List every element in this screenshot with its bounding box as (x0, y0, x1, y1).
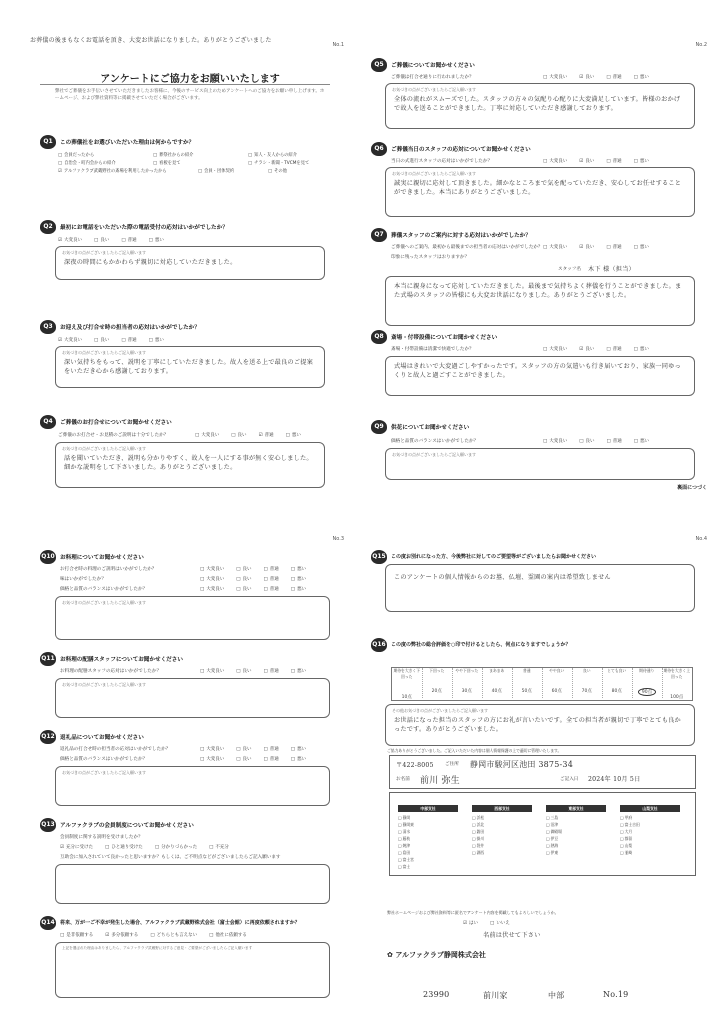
q4-comment: 話を聞いていただき、説明も分かりやすく、故人を一人にする事が無く安心しました。細かな説明をして下さいました。ありがとうございました。 (64, 455, 313, 471)
q9-option[interactable]: □ 大変良い (543, 439, 567, 444)
q13-option[interactable]: □ ひと通り受けた (105, 845, 143, 850)
q2-badge: Q2 (40, 220, 56, 234)
q14-options (60, 932, 259, 938)
q10-option[interactable]: □ 普通 (264, 567, 279, 572)
q12-row: 価格と品質のバランスはいかがでしたか？ (60, 757, 148, 762)
q2-options (58, 237, 176, 243)
q9-option[interactable]: □ 悪い (634, 439, 649, 444)
q9-text: 供花についてお聞かせください (391, 425, 470, 431)
q9-badge: Q9 (371, 420, 387, 434)
q9-comment-box[interactable] (385, 448, 695, 480)
q5-badge: Q5 (371, 58, 387, 72)
q7-sub2: 印象に残ったスタッフはおりますか？ (391, 255, 470, 260)
address-value: 静岡市駿河区池田 3875-34 (470, 760, 573, 769)
address-box (389, 755, 696, 789)
q8-option[interactable]: □ 大変良い (543, 347, 567, 352)
rating-cell[interactable]: 期待を大きく下回った 10点 (392, 668, 423, 698)
q1-option[interactable]: □ 知人・友人からの紹介 (248, 152, 343, 160)
q2-option[interactable]: □ 良い (94, 238, 109, 243)
q14-comment-box[interactable] (55, 942, 330, 998)
bottom-branch: 中部 (548, 991, 565, 1000)
q4-comment-box[interactable] (55, 442, 325, 488)
q12-options (200, 746, 318, 752)
q12-options (200, 756, 318, 762)
q6-sub: 当日の式進行スタッフの応対はいかがでしたか？ (391, 159, 493, 164)
q10-option[interactable]: □ 悪い (291, 567, 306, 572)
q12-text: 返礼品についてお聞かせください (60, 735, 144, 741)
q2-option[interactable]: □ 普通 (121, 238, 136, 243)
q4-text: ご葬儀のお打合せについてお聞かせください (60, 420, 172, 426)
q10-row: 価格と品質のバランスはいかがでしたか？ (60, 587, 148, 592)
q7-badge: Q7 (371, 228, 387, 242)
q3-option[interactable]: □ 良い (94, 338, 109, 343)
q9-sub: 価格と品質のバランスはいかがでしたか？ (391, 439, 479, 444)
q5-options (543, 74, 661, 80)
q11-comment-box[interactable] (55, 678, 330, 718)
publish-note: 名前は伏せて下さい (483, 932, 541, 939)
q14-badge: Q14 (40, 916, 56, 930)
date-label: ご記入日 (560, 777, 579, 782)
q6-comment-label: お気づきの点がございましたらご記入願います (392, 171, 476, 176)
q2-comment-label: お気づきの点がございましたらご記入願います (62, 250, 146, 255)
q10-badge: Q10 (40, 550, 56, 564)
name-label: お名前 (396, 777, 410, 782)
q13-sub2: 互助会に加入されていて良かったと思いますか？もしくは、ご不明点などがございましたらご記入願います (60, 855, 281, 860)
q12-option[interactable]: □ 大変良い (200, 747, 224, 752)
q4-option[interactable]: □ 大変良い (195, 433, 219, 438)
q10-options (200, 566, 318, 572)
publish-options (463, 920, 522, 926)
q6-option[interactable]: □ 普通 (606, 159, 621, 164)
q8-options (543, 346, 661, 352)
q7-option[interactable]: □ 悪い (634, 245, 649, 250)
q3-option[interactable]: □ 悪い (149, 338, 164, 343)
q11-text: お料理の配膳スタッフについてお聞かせください (60, 657, 183, 663)
q10-option[interactable]: □ 普通 (264, 587, 279, 592)
continue-note: 裏面につづく (677, 485, 707, 491)
logo-icon: ✿ (387, 951, 393, 959)
rating-cell-selected[interactable]: 期待通り 90点 (632, 668, 663, 698)
divider (40, 84, 330, 85)
q14-option[interactable]: □ どちらとも言えない (150, 933, 197, 938)
q3-comment-box[interactable] (55, 346, 325, 388)
rating-cell[interactable]: 下回った 20点 (422, 668, 453, 698)
page-number: No.2 (695, 42, 707, 48)
q6-options (543, 158, 661, 164)
q6-option[interactable]: □ 悪い (634, 159, 649, 164)
q1-option[interactable]: □ 看板を見て (153, 160, 248, 168)
q13-text: アルファクラブの会員制度についてお聞かせください (60, 823, 194, 829)
q8-comment-box[interactable] (385, 356, 695, 396)
q8-sub: 斎場・付帯設備は清潔で快適でしたか？ (391, 347, 474, 352)
survey-page-3 (0, 512, 362, 1024)
q14-option[interactable]: □ 是非依頼する (60, 933, 93, 938)
q5-text: ご葬儀についてお聞かせください (391, 63, 475, 69)
q3-option[interactable]: □ 普通 (121, 338, 136, 343)
q9-option[interactable]: □ 普通 (607, 439, 622, 444)
q11-option[interactable]: □ 悪い (291, 669, 306, 674)
q11-row: お料理の配膳スタッフの応対はいかがでしたか？ (60, 669, 162, 674)
q1-option[interactable]: □ その他 (268, 168, 328, 176)
q10-option[interactable]: □ 良い (236, 587, 251, 592)
page-number: No.3 (332, 536, 344, 542)
q8-badge: Q8 (371, 330, 387, 344)
q2-option[interactable]: □ 悪い (149, 238, 164, 243)
q13-option[interactable]: □ 不充分 (209, 845, 229, 850)
branch-column: 東部支社 □ 三島 □ 沼津 □ 御殿場 □ 伊豆 □ 熱海 □ 伊東 (546, 805, 606, 856)
q8-option[interactable]: □ 悪い (634, 347, 649, 352)
q7-options (543, 244, 661, 250)
q10-option[interactable]: □ 悪い (291, 577, 306, 582)
rating-cell[interactable]: まあまあ 40点 (482, 668, 513, 698)
q14-option-checked[interactable]: ☑ 多分依頼する (105, 933, 138, 938)
q4-option[interactable]: □ 良い (231, 433, 246, 438)
q12-option[interactable]: □ 大変良い (200, 757, 224, 762)
intro-text: 弊社でご葬儀をお手伝いさせていただきましたお客様に、今後のサービス向上のためアンケートへのご協力をお願い申し上げます。ホームページ、および弊社資料等に掲載させていただく場合がございます。 (55, 89, 325, 101)
q6-badge: Q6 (371, 142, 387, 156)
q12-option[interactable]: □ 良い (236, 747, 251, 752)
branch-column: 山梨支社 □ 甲府 □ 富士吉田 □ 大月 □ 都留 □ 山梨 □ 韮崎 (620, 805, 680, 856)
q15-text: この度お別れになった方、今後弊社に対してのご要望等がございましたらお聞かせください (391, 554, 597, 560)
q7-staff-name: 木下 様（担当） (588, 266, 635, 273)
q7-option[interactable]: □ 普通 (606, 245, 621, 250)
name-value: 前川 弥生 (420, 776, 460, 786)
q12-option[interactable]: □ 普通 (264, 757, 279, 762)
rating-cell[interactable]: 良い 70点 (572, 668, 603, 698)
address-note: ご協力ありがとうございました。ご記入いただいた内容は個人情報保護の上で適切に管理いたします。 (387, 748, 562, 753)
q10-comment-label: お気づきの点がございましたらご記入願います (62, 600, 146, 605)
q1-option-checked[interactable]: ☑ アルファクラブ武蔵野社の斎場を利用したかったから (58, 168, 198, 176)
q12-option[interactable]: □ 悪い (291, 747, 306, 752)
survey-page-2 (363, 0, 725, 512)
q16-comment-box[interactable] (385, 704, 695, 746)
q12-comment-label: お気づきの点がございましたらご記入願います (62, 770, 146, 775)
q12-badge: Q12 (40, 730, 56, 744)
q3-options (58, 337, 176, 343)
q5-option[interactable]: □ 悪い (634, 75, 649, 80)
q5-sub: ご葬儀は打合せ通りに行われましたか？ (391, 75, 474, 80)
q3-comment-label: お気づきの点がございましたらご記入願います (62, 350, 146, 355)
bottom-family: 前川家 (483, 991, 508, 1000)
q9-comment-label: お気づきの点がございましたらご記入願います (392, 452, 476, 457)
q11-badge: Q11 (40, 652, 56, 666)
q14-option[interactable]: □ 他社に依頼する (209, 933, 247, 938)
company-logo (387, 950, 486, 960)
q8-comment: 式場はきれいで大変過ごしやすかったです。スタッフの方の気遣いも行き届いており、家族一同ゆっくりと故人と過ごすことができました。 (394, 363, 681, 379)
q13-badge: Q13 (40, 818, 56, 832)
q1-badge: Q1 (40, 135, 56, 149)
q3-comment: 深い気持ちをもって、説明を丁寧にしていただきました。故人を送る上で最良のご提案をいただき心から感謝しております。 (64, 359, 313, 375)
q1-text: この葬儀社をお選びいただいた理由は何からですか？ (60, 140, 195, 146)
q5-option[interactable]: □ 普通 (606, 75, 621, 80)
q10-options (200, 586, 318, 592)
bottom-number: No.19 (603, 990, 629, 999)
q13-options (60, 844, 241, 850)
q10-option[interactable]: □ 悪い (291, 587, 306, 592)
q9-option[interactable]: □ 良い (579, 439, 594, 444)
q8-text: 斎場・付帯設備についてお聞かせください (391, 335, 498, 341)
q1-option[interactable]: □ 葬祭社からの紹介 (153, 152, 248, 160)
q10-option[interactable]: □ 大変良い (200, 577, 224, 582)
branch-column: 西部支社 □ 浜松 □ 浜北 □ 磐田 □ 掛川 □ 袋井 □ 湖西 (472, 805, 532, 856)
q6-comment: 誠実に親切に応対して頂きました。細かなところまで気を配っていただき、安心してお任せすることができました。本当にありがとうございました。 (394, 180, 682, 196)
page-number: No.1 (332, 42, 344, 48)
q7-option[interactable]: □ 大変良い (543, 245, 567, 250)
q11-option[interactable]: □ 普通 (264, 669, 279, 674)
address-label: ご住所 (445, 762, 459, 767)
q10-row: お打合せ時の料理のご説明はいかがでしたか？ (60, 567, 157, 572)
q15-comment: このアンケートの個人情報からのお墓、仏壇、霊園の案内は希望致しません (394, 574, 611, 581)
q3-badge: Q3 (40, 320, 56, 334)
q6-option-checked[interactable]: ☑ 良い (579, 159, 594, 164)
publish-yes[interactable]: ☑ はい (463, 921, 478, 926)
q7-option-checked[interactable]: ☑ 良い (579, 245, 594, 250)
rating-scale (391, 667, 693, 701)
q15-comment-box[interactable] (385, 564, 695, 612)
q14-comment-label: 上記を選ばれた理由はありましたら、アルファクラブ武蔵野に対するご意見・ご要望がございましたらご記入願います (62, 946, 253, 950)
q7-comment: 本当に親身になって応対していただきました。最後まで気持ちよく葬儀を行うことができました。また式場のスタッフの皆様にも大変お世話になりました。ありがとうございました。 (394, 283, 682, 299)
q5-comment-box[interactable] (385, 83, 695, 129)
q6-comment-box[interactable] (385, 167, 695, 217)
q10-options (200, 576, 318, 582)
date-value: 2024年 10月 5日 (588, 776, 641, 783)
publish-question: 弊社ホームページおよび弊社資料等に匿名でアンケート内容を掲載してもよろしいでしょうか。 (387, 910, 559, 915)
q10-option[interactable]: □ 良い (236, 567, 251, 572)
q5-option-checked[interactable]: ☑ 良い (579, 75, 594, 80)
company-name: アルファクラブ静岡株式会社 (395, 951, 486, 959)
rating-cell[interactable]: 普通 50点 (512, 668, 543, 698)
q4-sub: ご葬儀のお打合せ・お見積のご説明は十分でしたか？ (58, 433, 169, 438)
q3-text: お迎え及び打合せ時の担当者の応対はいかがでしたか？ (60, 325, 200, 331)
q2-option-checked[interactable]: ☑ 大変良い (58, 238, 82, 243)
q12-comment-box[interactable] (55, 766, 330, 806)
q8-option[interactable]: □ 普通 (606, 347, 621, 352)
q10-comment-box[interactable] (55, 596, 330, 640)
q6-text: ご葬儀当日のスタッフの応対についてお聞かせください (391, 147, 531, 153)
page-title: アンケートにご協力をお願いいたします (100, 74, 280, 85)
q13-option[interactable]: □ 分かりづらかった (155, 845, 197, 850)
q13-comment-box[interactable] (55, 864, 330, 904)
q11-option[interactable]: □ 大変良い (200, 669, 224, 674)
q16-text: この度の弊社の総合評価を○印で付けるとしたら、何点になりますでしょうか？ (391, 642, 571, 648)
q7-text: 葬儀スタッフのご案内に対する応対はいかがでしたか？ (391, 233, 531, 239)
header-handwritten-note: お葬儀の後まもなくお電話を頂き、大変お世話になりました。ありがとうございました (30, 37, 272, 44)
q12-row: 返礼品の打合せ時の担当者の応対はいかがでしたか？ (60, 747, 171, 752)
q4-badge: Q4 (40, 415, 56, 429)
q5-comment-label: お気づきの点がございましたらご記入願います (392, 87, 476, 92)
q8-option-checked[interactable]: ☑ 良い (579, 347, 594, 352)
q16-comment: お世話になった担当のスタッフの方にお礼が言いたいです。全ての担当者が親切で丁寧でとても良かったです。ありがとうございました。 (394, 717, 681, 733)
q4-option[interactable]: □ 悪い (286, 433, 301, 438)
q11-options (200, 668, 318, 674)
q9-options (543, 438, 661, 444)
q10-option[interactable]: □ 良い (236, 577, 251, 582)
q5-option[interactable]: □ 大変良い (543, 75, 567, 80)
q12-option[interactable]: □ 悪い (291, 757, 306, 762)
q2-comment: 深夜の時間にもかかわらず親切に対応していただきました。 (64, 259, 237, 266)
q1-options (58, 152, 348, 176)
bottom-code: 23990 (423, 990, 450, 999)
branch-selection-box (389, 792, 696, 876)
q6-option[interactable]: □ 大変良い (543, 159, 567, 164)
q5-comment: 全体の流れがスムーズでした。スタッフの方々の気配り心配りに大変満足しています。皆様のおかげで故人を送ることができました。丁寧に対応していただき感謝しております。 (394, 96, 681, 112)
rating-cell[interactable]: 期待を大きく上回った 100点 (663, 668, 691, 700)
q4-option-checked[interactable]: ☑ 普通 (259, 433, 274, 438)
q10-option[interactable]: □ 大変良い (200, 587, 224, 592)
q7-comment-box[interactable] (385, 276, 695, 326)
q16-badge: Q16 (371, 638, 387, 652)
q16-comment-label: その他お気づきの点がございましたらご記入願います (392, 708, 488, 713)
survey-page-4 (363, 512, 725, 1024)
survey-page-1 (0, 0, 362, 512)
q12-option[interactable]: □ 普通 (264, 747, 279, 752)
q12-option[interactable]: □ 良い (236, 757, 251, 762)
q3-option-checked[interactable]: ☑ 大変良い (58, 338, 82, 343)
q1-option[interactable]: □ チラシ・新聞・TVCMを見て (248, 160, 343, 168)
q10-row: 味はいかがでしたか？ (60, 577, 106, 582)
branch-column: 中部支社 □ 静岡 □ 静岡東 □ 清水 □ 藤枝 □ 焼津 □ 島田 □ 富士宮 □ 富士 (398, 805, 458, 870)
q4-comment-label: お気づきの点がございましたらご記入願います (62, 446, 146, 451)
q15-badge: Q15 (371, 550, 387, 564)
q14-text: 将来、万が一ご不幸が発生した場合、アルファクラブ武蔵野株式会社（富士会館）に再度依頼されますか？ (60, 920, 300, 926)
page-number: No.4 (695, 536, 707, 542)
q13-option-checked[interactable]: ☑ 充分に受けた (60, 845, 93, 850)
q7-sub: ご葬儀へのご案内、最初から最後までの担当者の応対はいかがでしたか？ (391, 245, 543, 250)
q2-text: 最初にお電話をいただいた際の電話受付の応対はいかがでしたか？ (60, 225, 228, 231)
rating-cell[interactable]: やや下回った 30点 (452, 668, 483, 698)
q10-option[interactable]: □ 大変良い (200, 567, 224, 572)
q4-options (195, 432, 313, 438)
q1-option[interactable]: □ 会員・団体契約 (198, 168, 268, 176)
q2-comment-box[interactable] (55, 246, 325, 280)
postal-code: 〒422-8005 (396, 762, 434, 769)
q11-comment-label: お気づきの点がございましたらご記入願います (62, 682, 146, 687)
q1-option[interactable]: □ 会員だったから (58, 152, 153, 160)
q10-text: お料理についてお聞かせください (60, 555, 144, 561)
q13-sub: 会員制度に関する説明を受けましたか？ (60, 835, 143, 840)
publish-no[interactable]: □ いいえ (490, 921, 510, 926)
q1-option[interactable]: □ 自治会・町内会からの紹介 (58, 160, 153, 168)
q7-staff-label: スタッフ名 (558, 267, 581, 272)
rating-cell[interactable]: とても良い 80点 (602, 668, 633, 698)
q11-option[interactable]: □ 良い (236, 669, 251, 674)
q10-option[interactable]: □ 普通 (264, 577, 279, 582)
rating-cell[interactable]: やや良い 60点 (542, 668, 573, 698)
